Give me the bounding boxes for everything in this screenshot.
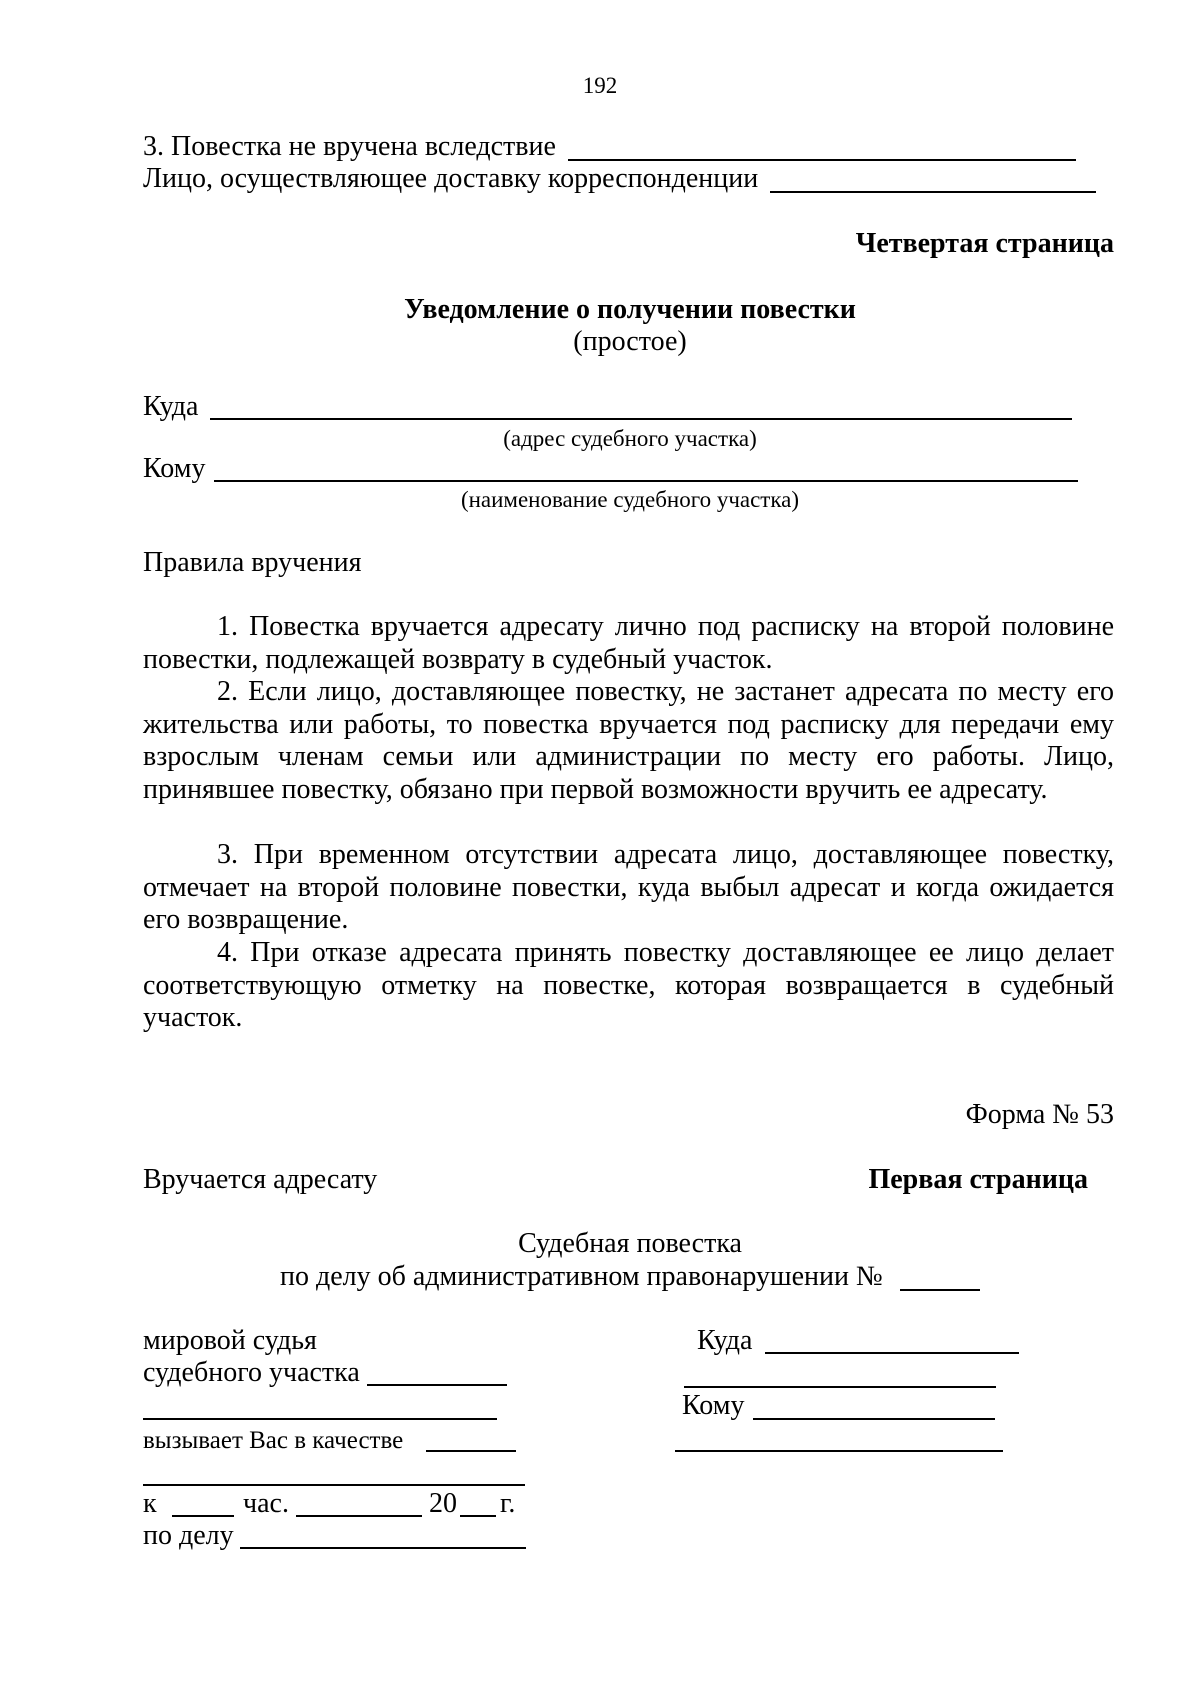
summons-as-label: вызывает Вас в качестве (143, 1427, 404, 1454)
hours-label: час. (243, 1488, 289, 1519)
case-label: по делу (143, 1520, 234, 1551)
not-delivered-label: 3. Повестка не вручена вследствие (143, 131, 556, 162)
to-whom-caption: (наименование судебного участка) (460, 487, 800, 512)
case-number-blank[interactable] (900, 1289, 980, 1291)
to-whom-blank[interactable] (214, 480, 1078, 482)
recipient-blank[interactable] (675, 1450, 1003, 1452)
case-line: по делу об административном правонарушении № (280, 1261, 883, 1292)
rule-1: 1. Повестка вручается адресату лично под расписку на второй половине повестки, подлежащей возврату в судебный участок. (143, 611, 1114, 675)
to-where-label: Куда (143, 391, 199, 422)
to-where-blank[interactable] (210, 418, 1072, 420)
to-where-blank-form[interactable] (765, 1352, 1019, 1354)
not-delivered-blank[interactable] (568, 159, 1076, 161)
rule-4: 4. При отказе адресата принять повестку доставляющее ее лицо делает соответствующую отметку на повестке, которая возвращается в судебный участок. (143, 937, 1114, 1033)
fourth-page-label: Четвертая страница (855, 228, 1114, 259)
address-blank[interactable] (684, 1386, 996, 1388)
summons-as-blank[interactable] (426, 1450, 516, 1452)
case-blank[interactable] (240, 1547, 526, 1549)
year-prefix: 20 (429, 1488, 457, 1519)
date-blank[interactable] (296, 1515, 422, 1517)
to-where-caption: (адрес судебного участка) (503, 426, 757, 451)
at-label: к (143, 1488, 157, 1519)
judge-label: мировой судья (143, 1325, 317, 1356)
rule-3: 3. При временном отсутствии адресата лицо, доставляющее повестку, отмечает на второй половине повестки, куда выбыл адресат и когда ожидается его возвращение. (143, 839, 1114, 935)
form-number: Форма № 53 (965, 1099, 1114, 1130)
district-label: судебного участка (143, 1357, 360, 1388)
rule-2: 2. Если лицо, доставляющее повестку, не застанет адресата по месту его жительства или работы, то повестка вручается под расписку для передачи ему взрослым членам семьи или администрации по месту его работы. Лицо, принявшее повестку, обязано при первой возможности вручить ее адресату. (143, 676, 1114, 805)
first-page-label: Первая страница (868, 1164, 1088, 1195)
notice-subtitle: (простое) (573, 326, 687, 357)
judge-name-blank[interactable] (143, 1418, 497, 1420)
to-whom-label: Кому (143, 453, 206, 484)
district-blank[interactable] (367, 1384, 507, 1386)
to-whom-blank-form[interactable] (753, 1418, 995, 1420)
to-where-label-form: Куда (697, 1325, 753, 1356)
hour-blank[interactable] (172, 1515, 234, 1517)
rules-heading: Правила вручения (143, 547, 362, 578)
notice-title: Уведомление о получении повестки (404, 294, 856, 325)
summons-title: Судебная повестка (518, 1228, 742, 1259)
handed-to-label: Вручается адресату (143, 1164, 378, 1195)
to-whom-label-form: Кому (682, 1390, 745, 1421)
page-number: 192 (582, 73, 618, 98)
year-blank[interactable] (460, 1515, 496, 1517)
delivery-person-label: Лицо, осуществляющее доставку корреспонденции (143, 163, 759, 194)
year-suffix: г. (500, 1488, 516, 1519)
delivery-person-blank[interactable] (770, 191, 1096, 193)
summons-role-blank[interactable] (143, 1484, 525, 1486)
